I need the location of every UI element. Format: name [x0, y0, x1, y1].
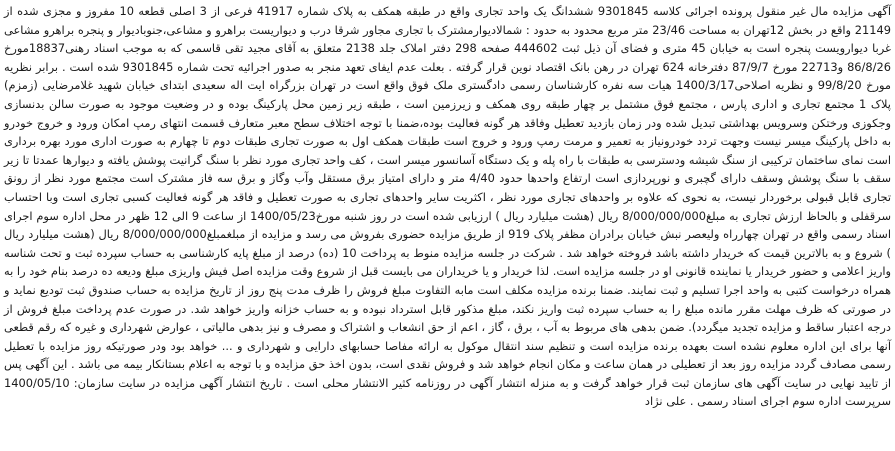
notice-body-text: آگهی مزایده مال غیر منقول پرونده اجرائی کلاسه 9301845 ششدانگ یک واحد تجاری واقع در طبقه همکف به پلاک شماره 41917 فرعی از 3 اصلی قطعه 10 مفروز و مجزی شده از 21149 واقع در بخش 12تهران به مساحت 23/46 متر مربع محدود به حدود : شمالادیوارمشترک با تجاری مجاور شرقا درب و دیواریست براهرو و مشاعی،جنوبادیوار و پنجره براهرو مشاعی غربا دیوارویست پنجره است به خیابان 45 متری و فضای آن ذیل ثبت 444602 صفحه 298 دفتر املاک جلد 2138 متعلق به آقای مجید تقی قاسمی که به موجب اسناد رهنی18837مورخ 86/8/26 و22713 مورخ 87/9/7 دفترخانه 624 تهران در رهن بانک اقتصاد نوین قرار گرفته . بعلت عدم ایفای تعهد منجر به صدور اجرائیه تحت شماره 9301845 شده است . برابر نظریه مورخ 99/8/20 و نظریه اصلاحی1400/3/17 هیات سه نفره کارشناسان رسمی دادگستری ملک فوق واقع است در تهران بزرگراه ایت اله سعیدی ابتدای خیابان شهید غلامرضایی (زمزم) پلاک 1 مجتمع تجاری و اداری پارس ، مجتمع فوق مشتمل بر چهار طبقه روی همکف و زیرزمین است ، طبقه زیر زمین محل پارکینگ بوده و در وضعیت موجود به صورت سالن بدنسازی وجکوزی ورختکن وسرویس بهداشتی تبدیل شده ودر زمان بازدید تعطیل وفاقد هر گونه فعالیت بوده،ضمنا با توجه اختلاف سطح معبر متعارف قسمت انتهای رمپ امکان ورود و خروج خودرو به داخل پارکینگ میسر نیست وجهت تردد خودرونیاز به تعمیر و مرمت رمپ ورود و خروج است طبقات همکف اول به صورت تجاری طبقات دوم تا چهارم به صورت اداری مورد بهره برداری است نمای ساختمان ترکیبی از سنگ شیشه ودسترسی به طبقات با راه پله و یک دستگاه آسانسور میسر است ، کف واحد تجاری مورد نظر با سنگ گرانیت پوشش یافته و دیوارها عمدتا تا زیر سقف با سنگ پوشش وسقف دارای گچبری و نورپردازی است ارتفاع واحدها حدود 4/40 متر و دارای امتیاز برق مستقل وآب وگاز و برق سه فاز مشترک است مجتمع مورد نظر از رونق تجاری قابل قبولی برخوردار نیست، به نحوی که علاوه بر واحدهای تجاری مورد نظر ، اکثریت سایر واحدهای تجاری به صورت تعطیل و فاقد هر گونه فعالیت کسبی تجاری است وبا احتساب سرقفلی و بالحاظ ارزش تجاری به مبلغ8/000/000/000 ریال (هشت میلیارد ریال ) ارزیابی شده است در روز شنبه مورخ1400/05/23 از ساعت 9 الی 12 ظهر در محل اداره سوم اجرای اسناد رسمی واقع در تهران چهارراه ولیعصر نبش خیابان برادران مظفر پلاک 919 از طریق مزایده حضوری بفروش می رسد و مزایده از مبلغمبلغ8/000/000/000 ریال (هشت میلیارد ریال ) شروع و به بالاترین قیمت که خریدار داشته باشد فروخته خواهد شد . شرکت در جلسه مزایده منوط به پرداخت 10 (ده) درصد از مبلغ پایه کارشناسی به حساب سپرده ثبت و تحت شناسه واریز اعلامی و حضور خریدار یا نماینده قانونی او در جلسه مزایده است. لذا خریدار و یا خریداران می بایست قبل از شروع وقت مزایده اصل فیش واریزی مبلغ ودیعه ده درصد بنام خود را به همراه درخواست کتبی به واحد اجرا تسلیم و ثبت نمایند. ضمنا برنده مزایده مکلف است مابه التفاوت مبلغ فروش را ظرف مدت پنج روز از تاریخ مزایده به حساب صندوق ثبت تودیع نماید و در صورتی که ظرف مهلت مقرر مانده مبلغ را به حساب سپرده ثبت واریز نکند، مبلغ مذکور قابل استرداد نبوده و به حساب خزانه واریز خواهد شد. در صورت عدم پرداخت مبلغ فروش از درجه اعتبار ساقط و مزایده تجدید میگردد). ضمن بدهی های مربوط به آب ، برق ، گاز ، اعم از حق انشعاب و اشتراک و مصرف و نیز بدهی مالیاتی ، عوارض شهرداری و غیره که رقم قطعی آنها برای این اداره معلوم نشده است بعهده برنده مزایده است و تنظیم سند انتقال موکول به ارائه مفاصا حسابهای دارایی و شهرداری و ... خواهد بود ودر صورتیکه روز مزایده با تعطیل رسمی مصادف گردد مزایده روز بعد از تعطیلی در همان ساعت و مکان انجام خواهد شد و فروش نقدی است، بدون اخذ حق مزایده و با توجه به اعلام بستانکار بیمه می باشد . این آگهی پس از تایید نهایی در سایت آگهی های سازمان ثبت قرار خواهد گرفت و به منزله انتشار آگهی در روزنامه کثیر الانتشار محلی است . تاریخ انتشار آگهی مزایده در سایت سازمان: 1400/05/10 سرپرست اداره سوم اجرای اسناد رسمی . علی نژاد	[4, 4, 892, 409]
auction-notice	[4, 2, 891, 411]
